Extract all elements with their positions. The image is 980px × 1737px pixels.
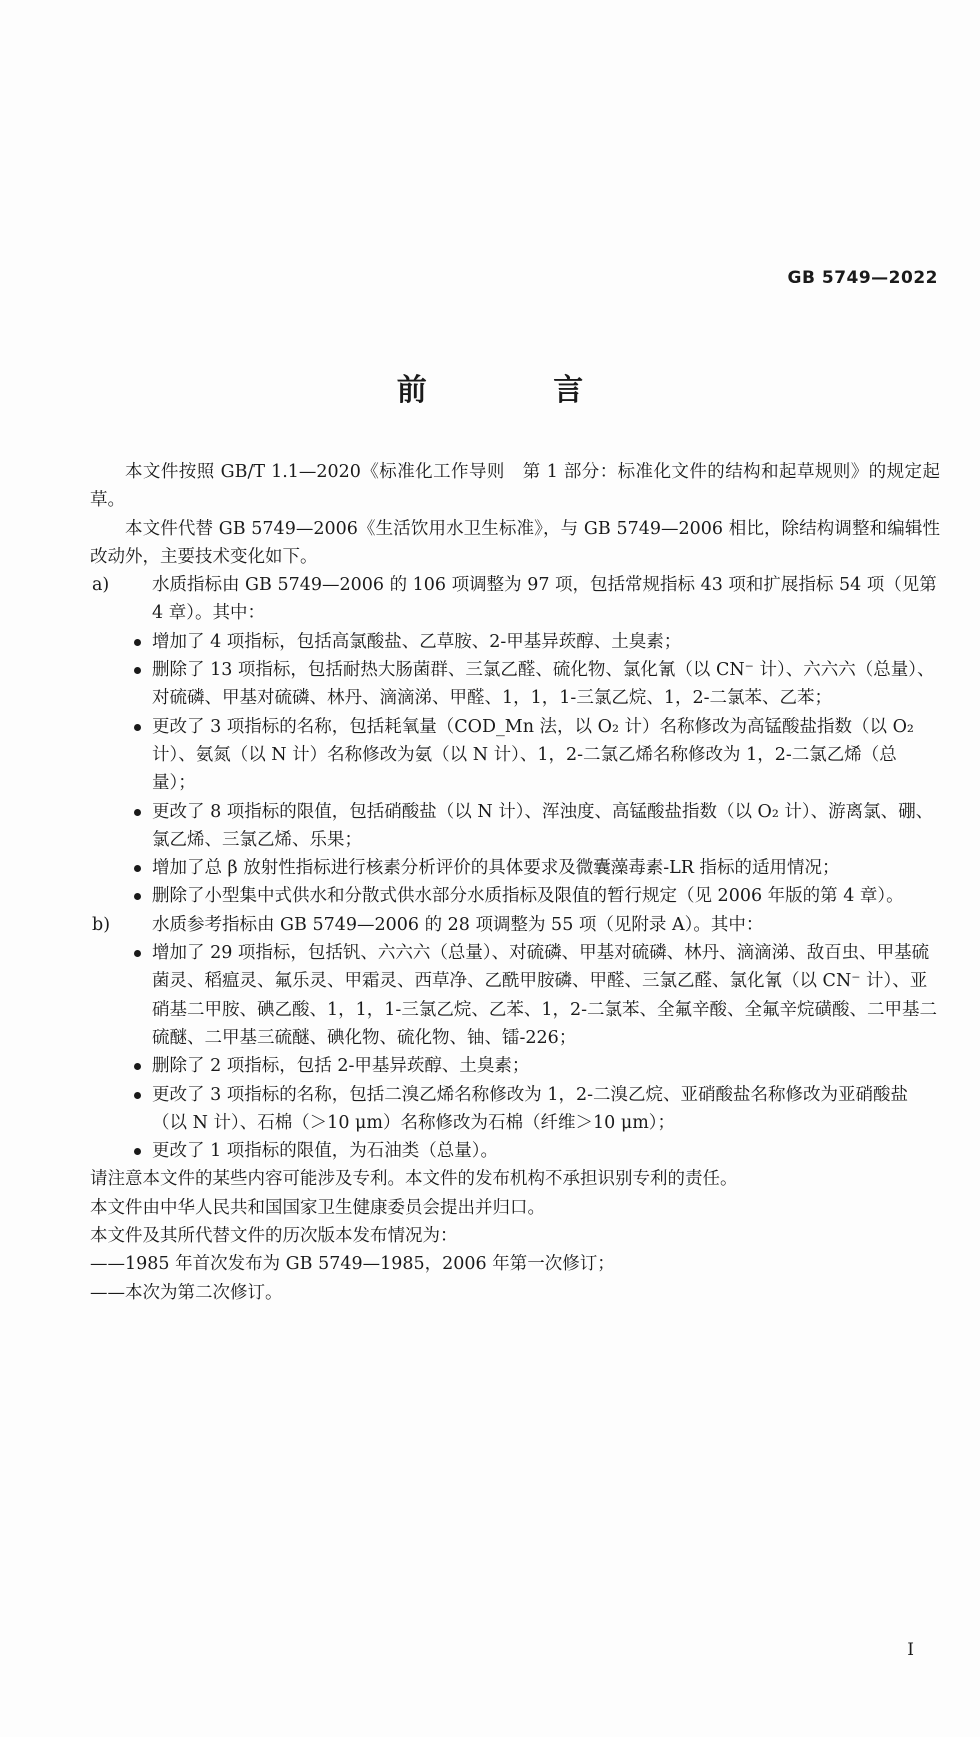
bullet-dot-icon [134, 950, 141, 957]
bullet-dot-icon [134, 1063, 141, 1070]
bullet-item [90, 854, 940, 882]
history-intro: 本文件及其所代替文件的历次版本发布情况为： [90, 1226, 458, 1247]
paragraph-drafting-rules: 本文件按照 GB/T 1.1—2020《标准化工作导则 第 1 部分：标准化文件的结构和起草规则》的规定起草。 [90, 462, 940, 511]
bullet-dot-icon [134, 809, 141, 816]
list-item-b [90, 911, 940, 939]
bullet-text: 删除了小型集中式供水和分散式供水部分水质指标及限值的暂行规定（见 2006 年版的第 4 章）。 [152, 886, 904, 907]
proposer-statement: 本文件由中华人民共和国国家卫生健康委员会提出并归口。 [90, 1197, 545, 1218]
bullet-dot-icon [134, 1148, 141, 1155]
bullet-item [90, 798, 940, 855]
bullet-item [90, 939, 940, 1052]
bullet-dot-icon [134, 893, 141, 900]
bullet-item [90, 1052, 940, 1080]
bullet-text: 增加了总 β 放射性指标进行核素分析评价的具体要求及微囊藻毒素-LR 指标的适用情况； [152, 858, 840, 879]
bullet-text: 删除了 2 项指标，包括 2-甲基异莰醇、土臭素； [152, 1056, 530, 1077]
bullet-item [90, 656, 940, 713]
list-item-a-text: 水质指标由 GB 5749—2006 的 106 项调整为 97 项，包括常规指标 43 项和扩展指标 54 项（见第 4 章）。其中： [152, 575, 937, 624]
document-body [90, 458, 940, 1307]
bullet-dot-icon [134, 1092, 141, 1099]
bullet-item [90, 713, 940, 798]
page-title: 前 言 [396, 373, 642, 408]
bullet-dot-icon [134, 865, 141, 872]
history-item: ——1985 年首次发布为 GB 5749—1985，2006 年第一次修订； [90, 1254, 615, 1275]
bullet-item [90, 1081, 940, 1138]
bullet-text: 更改了 8 项指标的限值，包括硝酸盐（以 N 计）、浑浊度、高锰酸盐指数（以 O₂ 计）、游离氯、硼、氯乙烯、三氯乙烯、乐果； [152, 801, 934, 850]
standard-number: GB 5749—2022 [787, 268, 938, 288]
bullet-text: 更改了 3 项指标的名称，包括耗氧量（COD_Mn 法，以 O₂ 计）名称修改为高锰酸盐指数（以 O₂ 计）、氨氮（以 N 计）名称修改为氨（以 N 计）、1，2-二氯乙烯名称修改为 1，2-二氯乙烯（总量）； [152, 716, 914, 794]
bullet-item [90, 1137, 940, 1165]
list-item-a [90, 571, 940, 628]
history-item: ——本次为第二次修订。 [90, 1282, 283, 1303]
bullet-text: 更改了 3 项指标的名称，包括二溴乙烯名称修改为 1，2-二溴乙烷、亚硝酸盐名称修改为亚硝酸盐（以 N 计）、石棉（＞10 μm）名称修改为石棉（纤维＞10 μm）； [152, 1084, 909, 1133]
list-marker-b: b) [92, 914, 111, 935]
list-item-b-text: 水质参考指标由 GB 5749—2006 的 28 项调整为 55 项（见附录 A）。其中： [152, 914, 764, 935]
bullet-text: 增加了 29 项指标，包括钒、六六六（总量）、对硫磷、甲基对硫磷、林丹、滴滴涕、敌百虫、甲基硫菌灵、稻瘟灵、氟乐灵、甲霜灵、西草净、乙酰甲胺磷、甲醛、三氯乙醛、氯化氰（以 CN⁻ 计）、亚硝基二甲胺、碘乙酸、1，1，1-三氯乙烷、乙苯、1，2-二氯苯、全氟辛酸、全氟辛烷磺酸、二甲基二硫醚、二甲基三硫醚、碘化物、硫化物、铀、镭-226； [152, 943, 937, 1048]
page-number: I [907, 1640, 914, 1660]
bullet-dot-icon [134, 724, 141, 731]
bullet-text: 更改了 1 项指标的限值，为石油类（总量）。 [152, 1141, 499, 1162]
bullet-dot-icon [134, 639, 141, 646]
bullet-item [90, 882, 940, 910]
bullet-text: 删除了 13 项指标，包括耐热大肠菌群、三氯乙醛、硫化物、氯化氰（以 CN⁻ 计）、六六六（总量）、对硫磷、甲基对硫磷、林丹、滴滴涕、甲醛、1，1，1-三氯乙烷、1，2-二氯苯、乙苯； [152, 660, 935, 709]
bullet-text: 增加了 4 项指标，包括高氯酸盐、乙草胺、2-甲基异莰醇、土臭素； [152, 631, 682, 652]
list-marker-a: a) [92, 575, 110, 596]
bullet-dot-icon [134, 667, 141, 674]
patent-notice: 请注意本文件的某些内容可能涉及专利。本文件的发布机构不承担识别专利的责任。 [90, 1169, 738, 1190]
bullet-item [90, 628, 940, 656]
paragraph-replacement: 本文件代替 GB 5749—2006《生活饮用水卫生标准》，与 GB 5749—2006 相比，除结构调整和编辑性改动外，主要技术变化如下。 [90, 518, 940, 567]
